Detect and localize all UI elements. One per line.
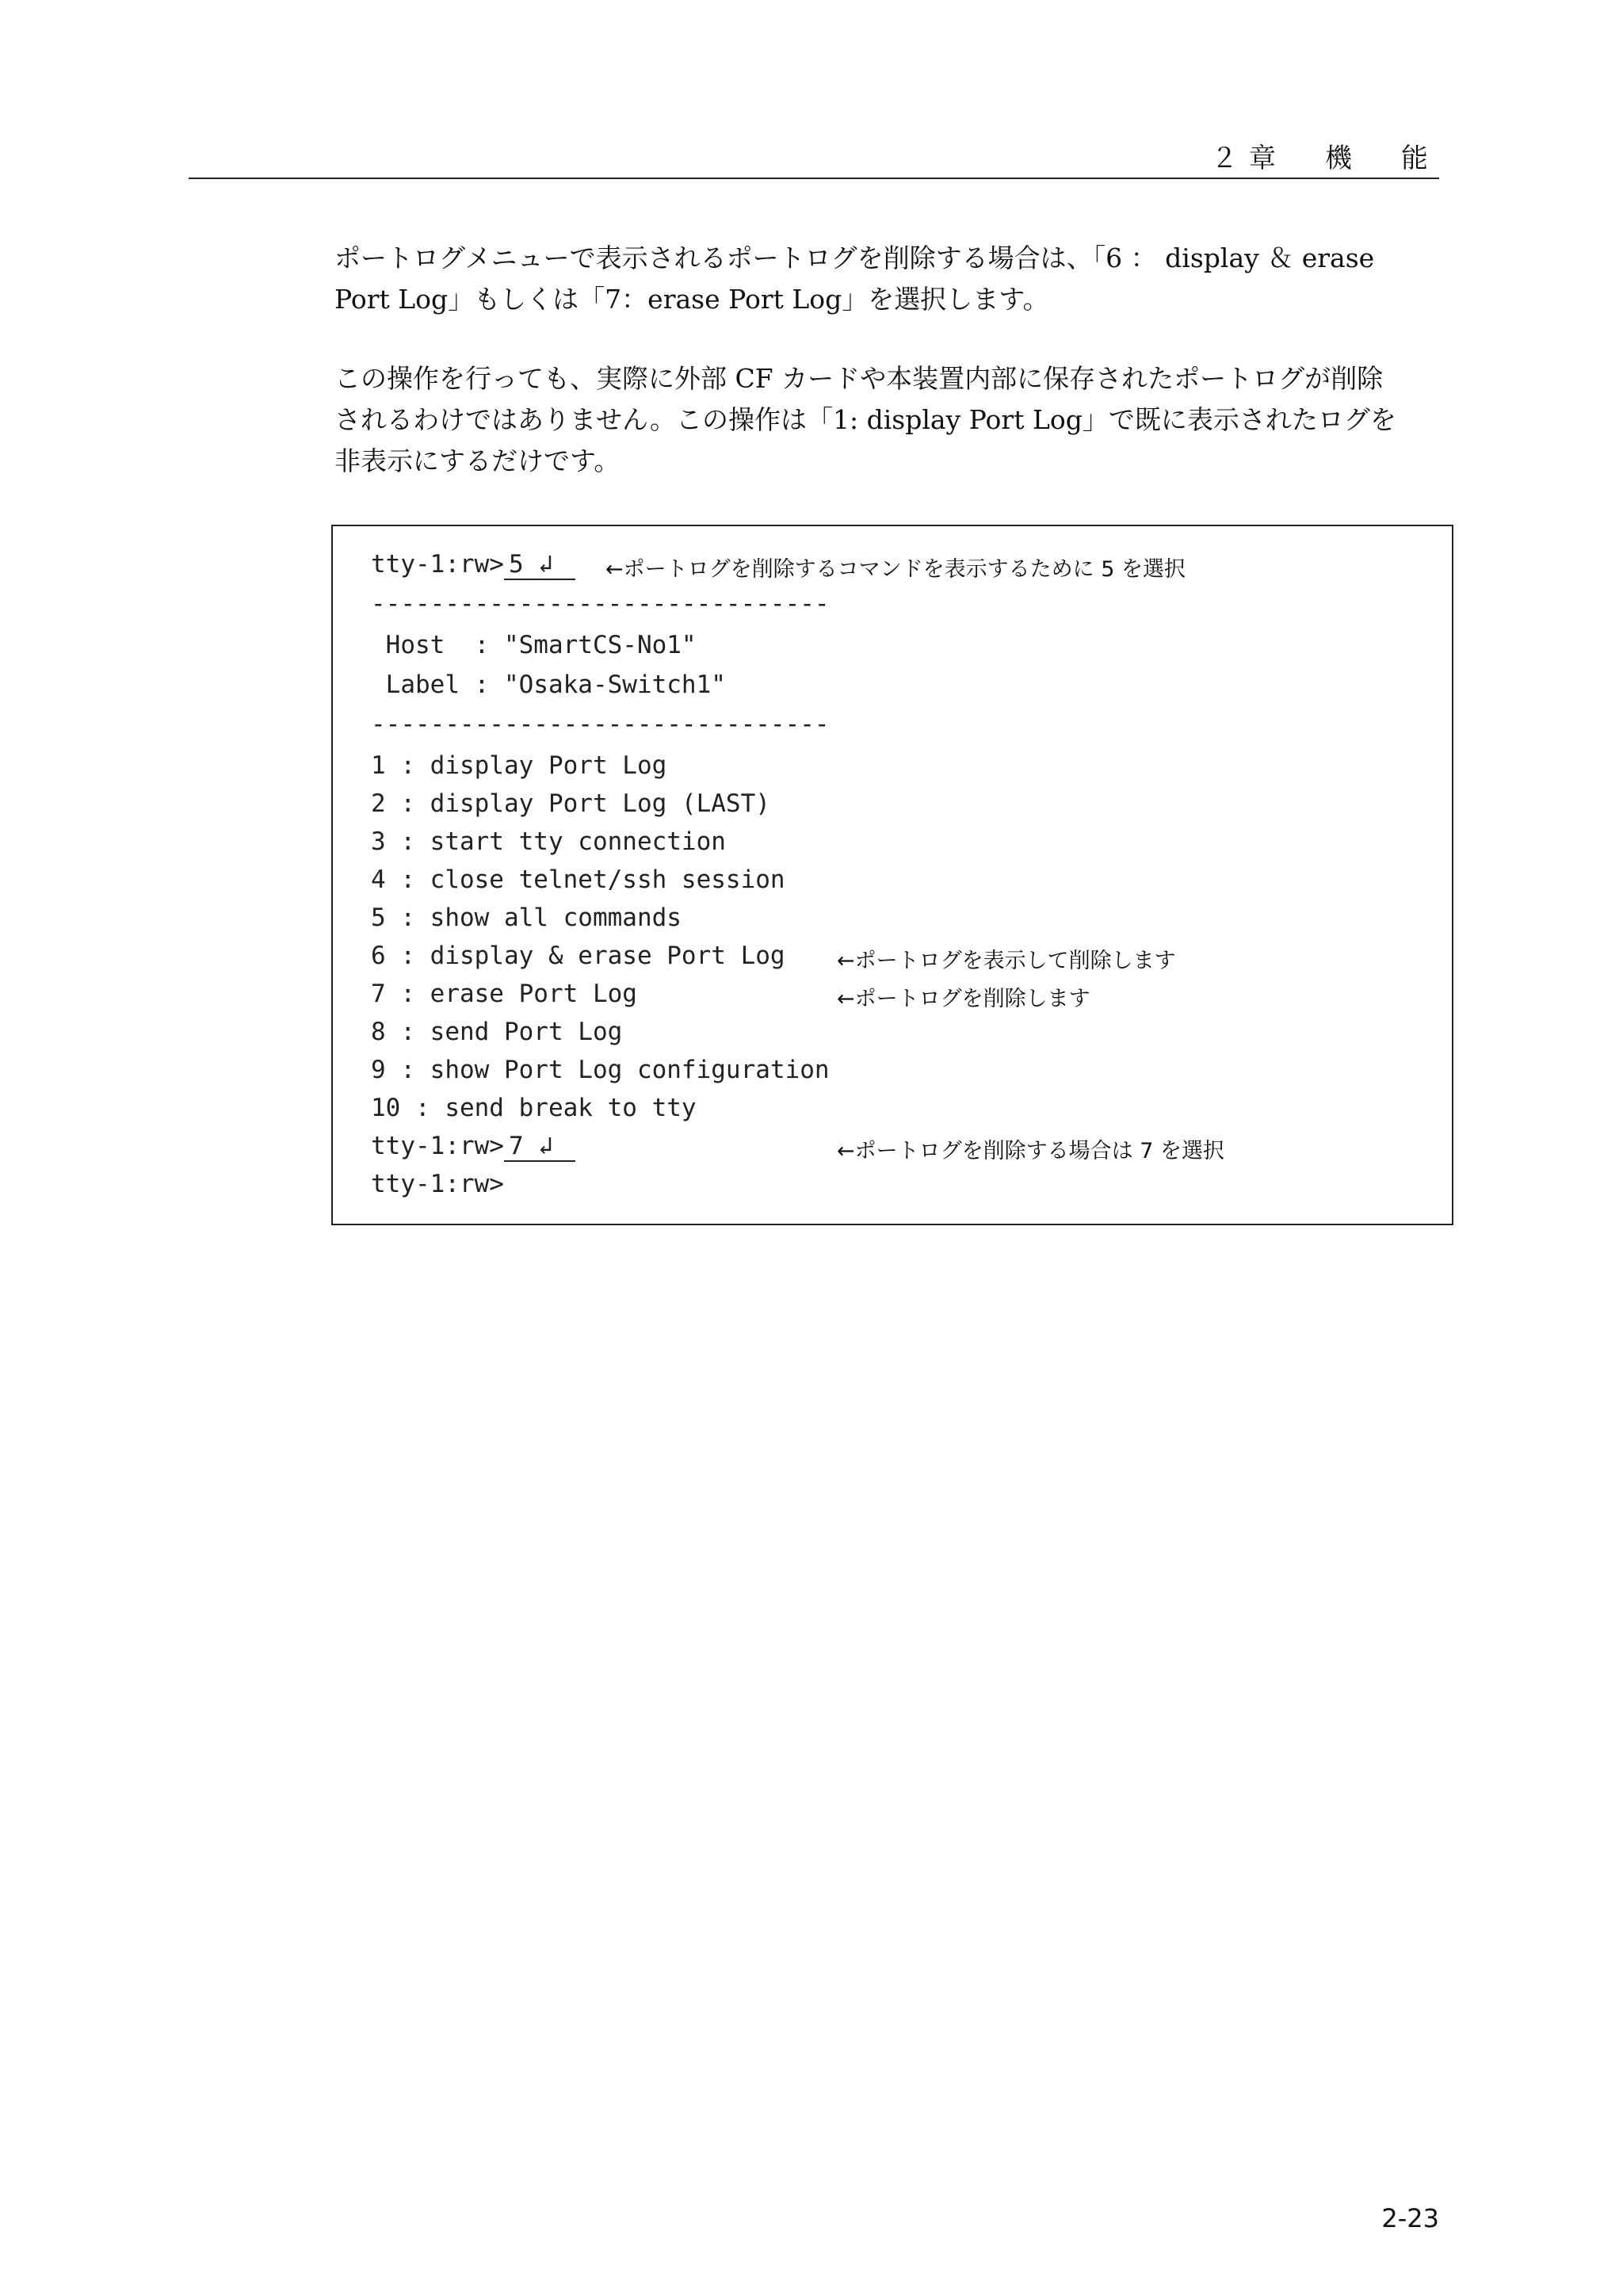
paragraph-line: Port Log」もしくは「7：erase Port Log」を選択します。 [334,284,1049,315]
page-number: 2-23 [1381,2203,1439,2233]
annotation-select-7: ←ポートログを削除する場合は 7 を選択 [837,1139,1224,1163]
paragraph-line: ポートログメニューで表示されるポートログを削除する場合は、「6 ： display ＆ erase [334,243,1375,273]
terminal-prompt-line-2 [371,1132,575,1162]
menu-item-8: 8 : send Port Log [371,1018,623,1046]
terminal-prompt: tty-1:rw> [371,1132,504,1160]
annotation-erase: ←ポートログを削除します [837,987,1090,1011]
menu-item-5: 5 : show all commands [371,904,682,932]
terminal-final-prompt: tty-1:rw> [371,1170,504,1198]
terminal-example-box [331,525,1453,1225]
terminal-input-7: 7 ↲ [504,1132,575,1162]
terminal-input-5: 5 ↲ [504,550,575,580]
header-divider [189,178,1439,179]
terminal-label-line: Label : "Osaka-Switch1" [371,670,726,699]
paragraph-line: 非表示にするだけです。 [334,445,621,476]
terminal-host-line: Host : "SmartCS-No1" [371,631,697,659]
terminal-separator: ------------------------------- [371,590,830,618]
paragraph-erase-description [334,238,1442,320]
menu-item-6: 6 : display & erase Port Log [371,942,785,970]
menu-item-10: 10 : send break to tty [371,1094,697,1122]
menu-item-7: 7 : erase Port Log [371,980,637,1008]
menu-item-1: 1 : display Port Log [371,751,667,780]
paragraph-line: この操作を行っても、実際に外部 CF カードや本装置内部に保存されたポートログが削除 [334,363,1384,394]
annotation-select-5: ←ポートログを削除するコマンドを表示するために 5 を選択 [605,557,1186,582]
annotation-display-erase: ←ポートログを表示して削除します [837,949,1176,973]
paragraph-erase-note [334,358,1442,482]
terminal-prompt-line-1 [371,550,575,580]
menu-item-2: 2 : display Port Log (LAST) [371,789,770,818]
terminal-separator: ------------------------------- [371,710,830,739]
menu-item-3: 3 : start tty connection [371,827,726,856]
chapter-heading: ２章 機 能 [1211,143,1439,174]
menu-item-9: 9 : show Port Log configuration [371,1056,830,1084]
menu-item-4: 4 : close telnet/ssh session [371,865,785,894]
paragraph-line: されるわけではありません。この操作は「1: display Port Log」で既に表示されたログを [334,404,1396,435]
terminal-prompt: tty-1:rw> [371,550,504,579]
